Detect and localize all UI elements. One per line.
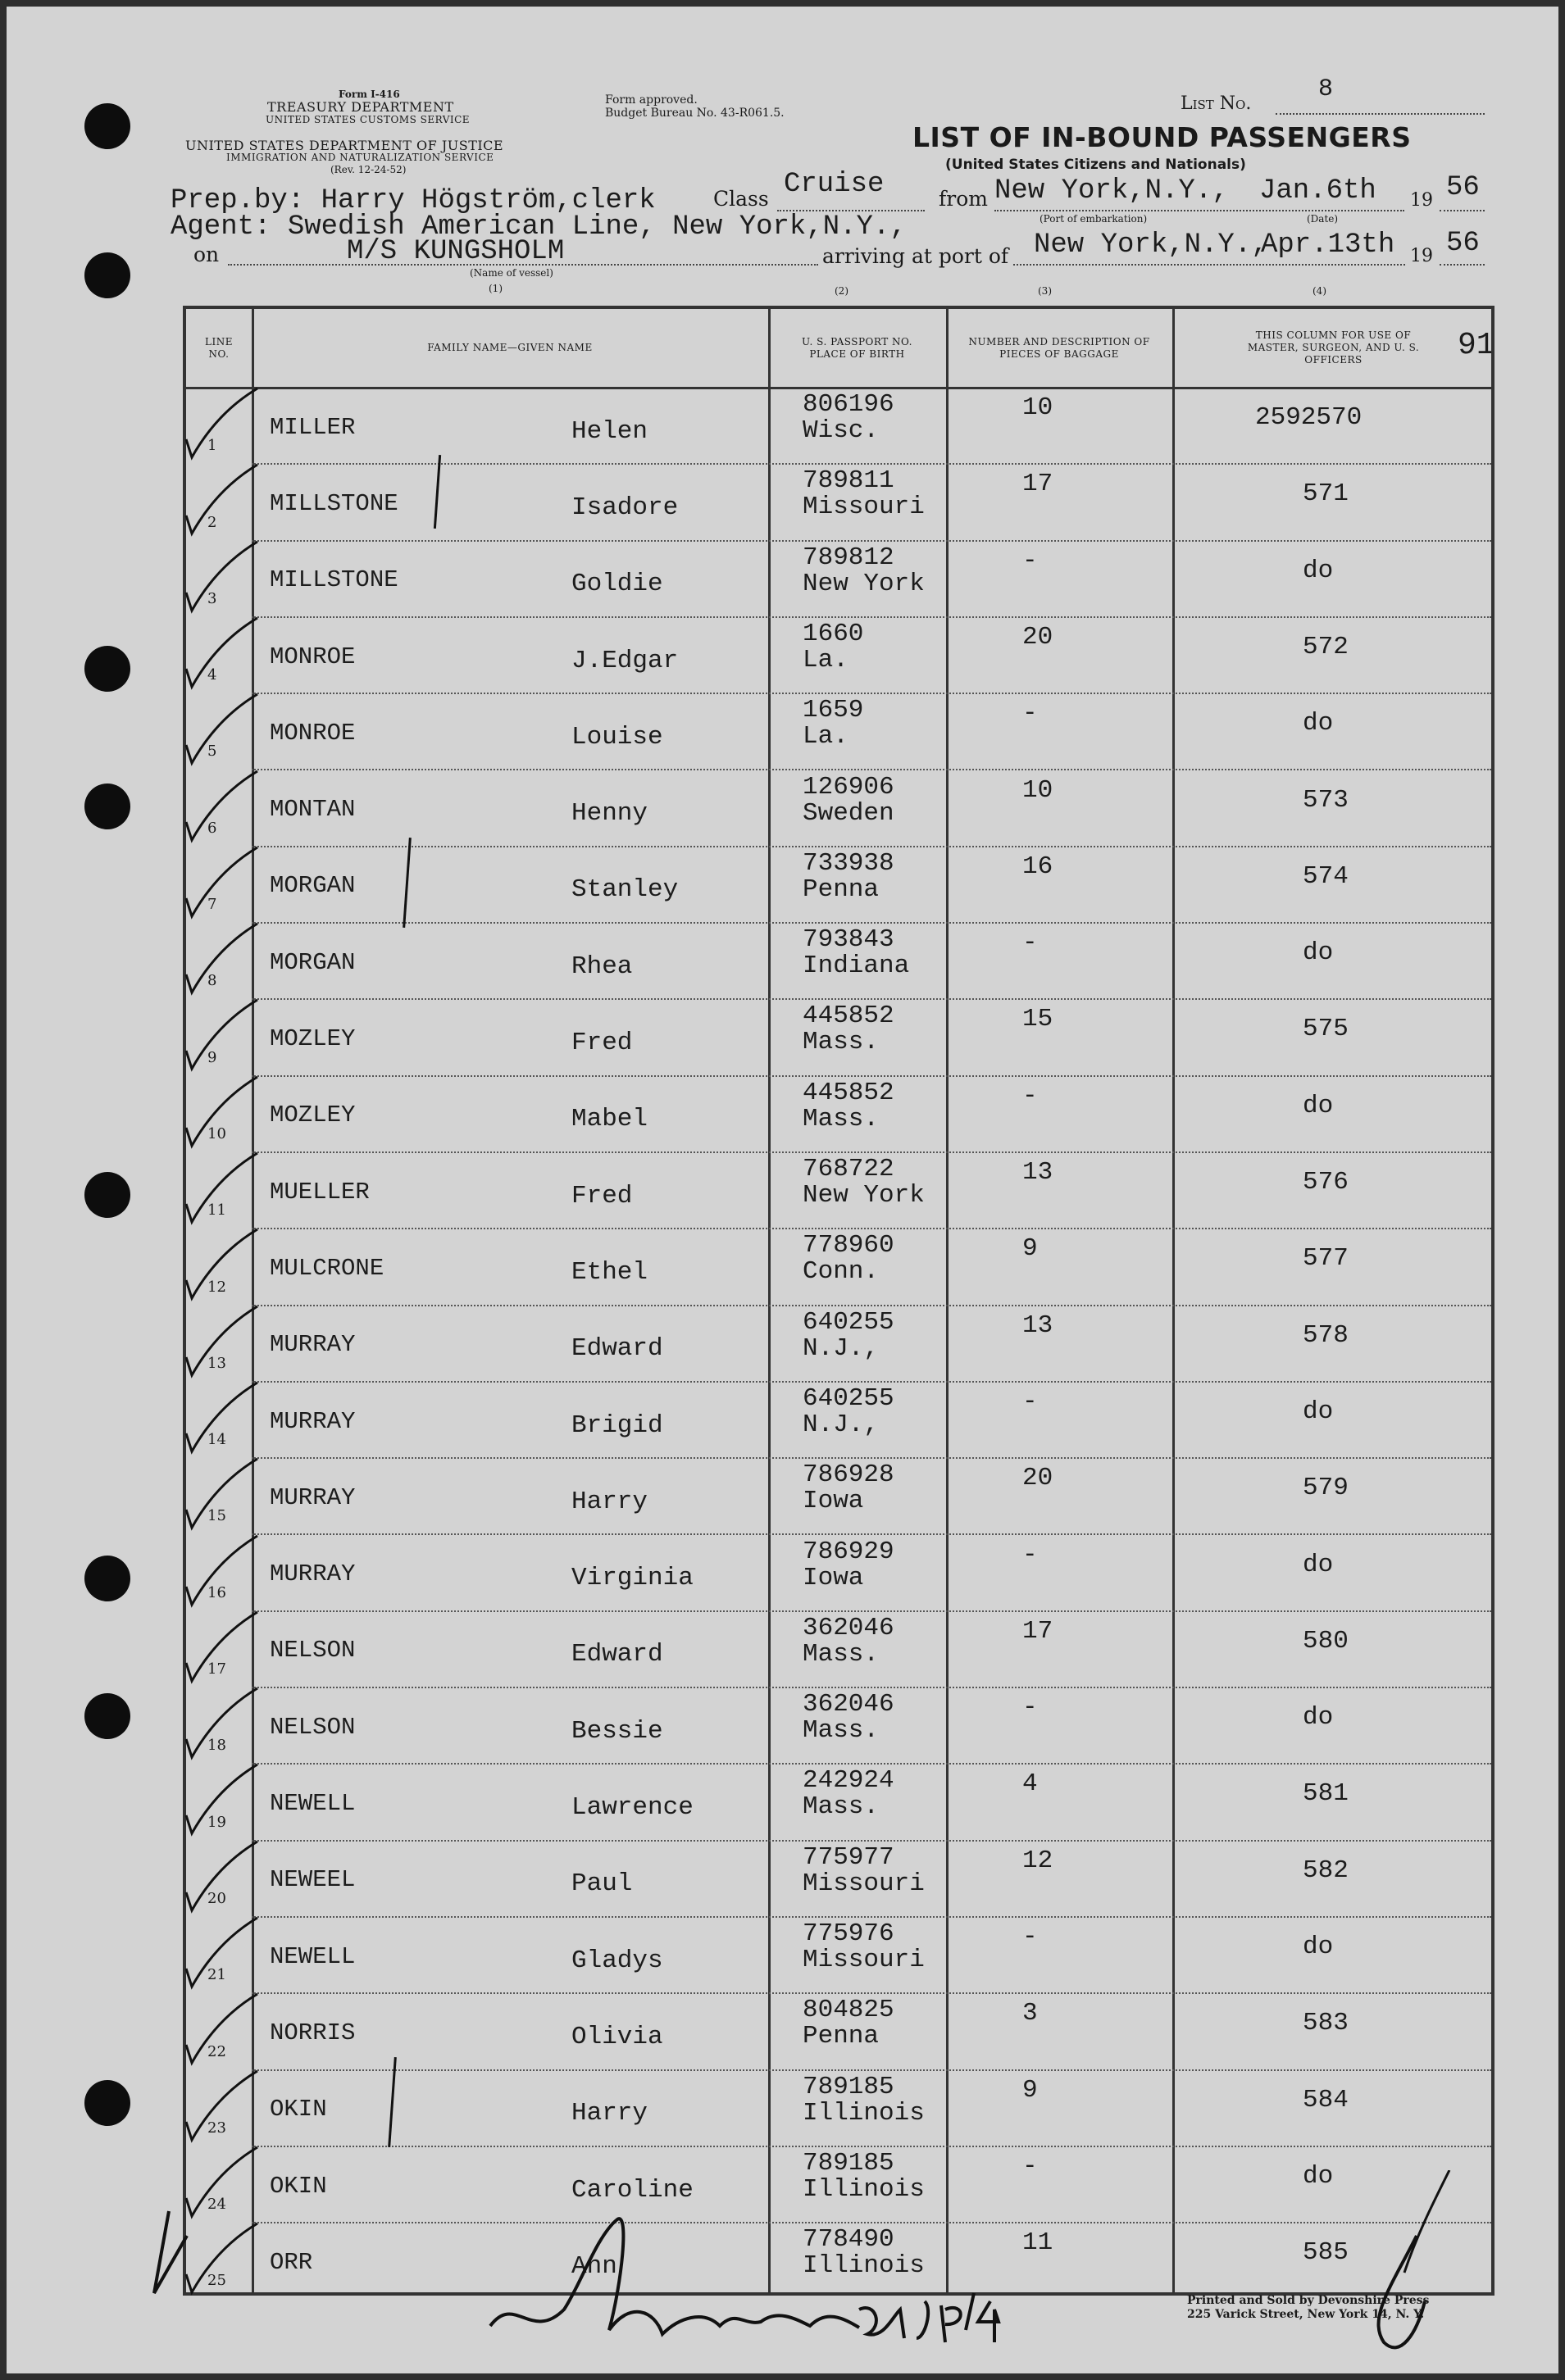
officer-entry: do bbox=[1303, 938, 1334, 968]
given-name: Ann bbox=[571, 2251, 617, 2281]
binder-hole bbox=[84, 1172, 130, 1218]
table-row bbox=[186, 1687, 1491, 1763]
baggage-count: 15 bbox=[1022, 1005, 1053, 1034]
officer-entry: do bbox=[1303, 1091, 1334, 1120]
family-name: NELSON bbox=[270, 1713, 356, 1741]
place-of-birth: Missouri bbox=[803, 1869, 925, 1898]
embarkation-port: New York,N.Y., bbox=[994, 175, 1229, 207]
baggage-count: - bbox=[1022, 1540, 1038, 1569]
table-row bbox=[186, 540, 1491, 616]
check-mark bbox=[182, 688, 264, 770]
line-number: 12 bbox=[207, 1278, 226, 1296]
passport-number: 445852 bbox=[803, 1002, 894, 1031]
column-number-1: (1) bbox=[489, 283, 503, 294]
place-of-birth: Penna bbox=[803, 874, 880, 904]
check-mark bbox=[182, 917, 264, 999]
table-row bbox=[186, 1840, 1491, 1916]
check-mark bbox=[182, 382, 264, 464]
family-name: NORRIS bbox=[270, 2019, 356, 2046]
given-name: Lawrence bbox=[571, 1793, 694, 1823]
place-of-birth: La. bbox=[803, 722, 848, 752]
column-number-2: (2) bbox=[835, 285, 848, 297]
given-name: Paul bbox=[571, 1869, 633, 1899]
list-number-value: 8 bbox=[1318, 75, 1334, 103]
check-mark bbox=[182, 765, 264, 847]
passport-number: 126906 bbox=[803, 772, 894, 802]
passport-number: 793843 bbox=[803, 925, 894, 955]
line-number: 19 bbox=[207, 1813, 226, 1831]
place-of-birth: Penna bbox=[803, 2022, 880, 2051]
place-of-birth: Illinois bbox=[803, 2174, 925, 2204]
table-row bbox=[186, 693, 1491, 769]
header-baggage: NUMBER AND DESCRIPTION OF PIECES OF BAGGAGE bbox=[968, 335, 1150, 360]
place-of-birth: N.J., bbox=[803, 1333, 880, 1363]
page-subtitle: (United States Citizens and Nationals) bbox=[945, 157, 1246, 173]
table-row bbox=[186, 1151, 1491, 1228]
officer-entry: 571 bbox=[1303, 479, 1349, 509]
family-name: NELSON bbox=[270, 1637, 356, 1665]
form-id: Form I-416 bbox=[339, 89, 400, 100]
page-title: LIST OF IN-BOUND PASSENGERS bbox=[912, 121, 1412, 153]
line-number: 24 bbox=[207, 2196, 226, 2214]
family-name: MONTAN bbox=[270, 796, 356, 824]
place-of-birth: Mass. bbox=[803, 1792, 880, 1822]
place-of-birth: New York bbox=[803, 1181, 925, 1210]
given-name: Virginia bbox=[571, 1564, 694, 1593]
from-label: from bbox=[939, 187, 988, 211]
given-name: Gladys bbox=[571, 1946, 663, 1975]
family-name: NEWELL bbox=[270, 1942, 356, 1970]
place-of-birth: Illinois bbox=[803, 2098, 925, 2128]
officer-entry: 577 bbox=[1303, 1244, 1349, 1274]
given-name: Harry bbox=[571, 1487, 648, 1516]
baggage-count: 12 bbox=[1022, 1846, 1053, 1875]
given-name: Henny bbox=[571, 799, 648, 829]
list-number-underline bbox=[1276, 113, 1485, 115]
line-number: 5 bbox=[207, 743, 217, 761]
given-name: Caroline bbox=[571, 2175, 694, 2205]
family-name: MONROE bbox=[270, 643, 356, 670]
officer-entry: 585 bbox=[1303, 2238, 1349, 2268]
check-mark bbox=[182, 611, 264, 693]
binder-hole bbox=[84, 252, 130, 298]
officer-entry: 579 bbox=[1303, 1474, 1349, 1503]
passport-number: 806196 bbox=[803, 390, 894, 419]
line-number: 14 bbox=[207, 1431, 226, 1449]
place-of-birth: Illinois bbox=[803, 2251, 925, 2281]
officer-entry: do bbox=[1303, 1397, 1334, 1426]
baggage-count: 4 bbox=[1022, 1769, 1038, 1799]
table-row bbox=[186, 1305, 1491, 1381]
list-number-label: List No. bbox=[1181, 93, 1252, 114]
passport-number: 1660 bbox=[803, 619, 864, 648]
header-passport: U. S. PASSPORT NO. PLACE OF BIRTH bbox=[802, 335, 912, 360]
table-row bbox=[186, 1916, 1491, 1992]
place-of-birth: Mass. bbox=[803, 1716, 880, 1746]
from-underline bbox=[994, 210, 1404, 211]
family-name: MORGAN bbox=[270, 872, 356, 900]
given-name: Ethel bbox=[571, 1257, 648, 1287]
passport-number: 775976 bbox=[803, 1919, 894, 1948]
place-of-birth: N.J., bbox=[803, 1410, 880, 1439]
class-label: Class bbox=[713, 187, 769, 211]
line-number: 23 bbox=[207, 2119, 226, 2137]
line-number: 20 bbox=[207, 1889, 226, 1907]
line-number: 18 bbox=[207, 1737, 226, 1755]
line-number: 25 bbox=[207, 2272, 226, 2290]
check-mark bbox=[182, 535, 264, 617]
table-row bbox=[186, 998, 1491, 1074]
year-prefix-1: 19 bbox=[1410, 190, 1433, 211]
baggage-count: 13 bbox=[1022, 1158, 1053, 1187]
table-row bbox=[186, 770, 1491, 846]
family-name: MILLSTONE bbox=[270, 566, 398, 594]
table-row bbox=[186, 1381, 1491, 1457]
place-of-birth: Indiana bbox=[803, 952, 910, 981]
vessel-caption: (Name of vessel) bbox=[470, 267, 553, 279]
place-of-birth: New York bbox=[803, 569, 925, 598]
place-of-birth: Wisc. bbox=[803, 416, 880, 445]
table-row bbox=[186, 2069, 1491, 2146]
baggage-count: 3 bbox=[1022, 1999, 1038, 2028]
place-of-birth: Sweden bbox=[803, 798, 894, 828]
baggage-count: 13 bbox=[1022, 1310, 1053, 1340]
manifest-page bbox=[7, 7, 1558, 2373]
page-number: 91 bbox=[1458, 328, 1495, 363]
passport-number: 789185 bbox=[803, 2148, 894, 2178]
officer-entry: 582 bbox=[1303, 1855, 1349, 1885]
line-number: 9 bbox=[207, 1048, 217, 1066]
officer-entry: 576 bbox=[1303, 1168, 1349, 1197]
arrival-underline bbox=[1013, 264, 1405, 266]
given-name: Rhea bbox=[571, 952, 633, 981]
baggage-count: - bbox=[1022, 546, 1038, 575]
passport-number: 362046 bbox=[803, 1613, 894, 1642]
baggage-count: 20 bbox=[1022, 1464, 1053, 1493]
signature-text: vollerans 3 P14 bbox=[482, 2373, 489, 2374]
table-row bbox=[186, 1075, 1491, 1151]
arrival-port: New York,N.Y., bbox=[1034, 229, 1268, 261]
table-row bbox=[186, 1610, 1491, 1687]
budget-bureau: Budget Bureau No. 43-R061.5. bbox=[605, 107, 785, 120]
baggage-count: 9 bbox=[1022, 2075, 1038, 2105]
printer-line-1: Printed and Sold by Devonshire Press bbox=[1187, 2294, 1430, 2307]
family-name: MURRAY bbox=[270, 1331, 356, 1359]
officer-entry: 2592570 bbox=[1255, 403, 1363, 432]
embarkation-year: 56 bbox=[1446, 172, 1480, 203]
place-of-birth: Mass. bbox=[803, 1104, 880, 1133]
line-number: 1 bbox=[207, 437, 217, 455]
passport-number: 1659 bbox=[803, 696, 864, 725]
line-number: 16 bbox=[207, 1583, 226, 1601]
family-name: MILLSTONE bbox=[270, 489, 398, 517]
arrival-year: 56 bbox=[1446, 228, 1480, 259]
arrival-date: Apr.13th bbox=[1261, 229, 1395, 261]
printer-line-2: 225 Varick Street, New York 14, N. Y. bbox=[1187, 2308, 1425, 2321]
passport-number: 804825 bbox=[803, 1996, 894, 2025]
passport-number: 786928 bbox=[803, 1460, 894, 1490]
passport-number: 640255 bbox=[803, 1307, 894, 1337]
binder-hole bbox=[84, 1556, 130, 1601]
passport-number: 768722 bbox=[803, 1155, 894, 1183]
family-name: MURRAY bbox=[270, 1560, 356, 1588]
year-prefix-2: 19 bbox=[1410, 246, 1433, 266]
binder-hole bbox=[84, 646, 130, 692]
check-mark bbox=[182, 841, 264, 923]
given-name: Stanley bbox=[571, 875, 679, 905]
column-number-4: (4) bbox=[1313, 285, 1326, 297]
table-row bbox=[186, 1763, 1491, 1839]
baggage-count: 9 bbox=[1022, 1234, 1038, 1264]
given-name: Olivia bbox=[571, 2022, 663, 2051]
baggage-count: 11 bbox=[1022, 2228, 1053, 2258]
officer-entry: do bbox=[1303, 1550, 1334, 1579]
place-of-birth: Mass. bbox=[803, 1639, 880, 1669]
year-underline-2 bbox=[1440, 264, 1485, 266]
table-row bbox=[186, 1457, 1491, 1533]
given-name: Edward bbox=[571, 1640, 663, 1669]
passport-number: 775977 bbox=[803, 1842, 894, 1872]
passport-number: 445852 bbox=[803, 1078, 894, 1107]
family-name: OKIN bbox=[270, 2096, 327, 2123]
check-mark bbox=[182, 993, 264, 1075]
passport-number: 786929 bbox=[803, 1537, 894, 1566]
passport-number: 242924 bbox=[803, 1766, 894, 1796]
header-line-no: LINE NO. bbox=[205, 335, 233, 360]
given-name: Isadore bbox=[571, 493, 679, 522]
place-of-birth: Iowa bbox=[803, 1563, 864, 1592]
officer-entry: do bbox=[1303, 2161, 1334, 2191]
officer-entry: 581 bbox=[1303, 1779, 1349, 1809]
baggage-count: - bbox=[1022, 929, 1038, 958]
year-underline-1 bbox=[1440, 210, 1485, 211]
embarkation-date: Jan.6th bbox=[1259, 175, 1376, 207]
officer-entry: 580 bbox=[1303, 1626, 1349, 1656]
column-number-3: (3) bbox=[1038, 285, 1052, 297]
vessel-name: M/S KUNGSHOLM bbox=[347, 236, 565, 267]
date-caption: (Date) bbox=[1307, 213, 1339, 225]
passport-number: 789185 bbox=[803, 2072, 894, 2101]
line-number: 15 bbox=[207, 1507, 226, 1525]
agent-line: Agent: Swedish American Line, New York,N.Y., bbox=[171, 211, 907, 243]
baggage-count: - bbox=[1022, 1693, 1038, 1723]
place-of-birth: La. bbox=[803, 645, 848, 674]
officer-entry: 584 bbox=[1303, 2085, 1349, 2114]
given-name: Harry bbox=[571, 2099, 648, 2128]
baggage-count: - bbox=[1022, 699, 1038, 729]
officer-entry: 583 bbox=[1303, 2009, 1349, 2038]
port-caption: (Port of embarkation) bbox=[1040, 213, 1148, 225]
signature-scribble bbox=[138, 2187, 1449, 2375]
line-number: 22 bbox=[207, 2042, 226, 2060]
passport-number: 789811 bbox=[803, 466, 894, 496]
binder-hole bbox=[84, 103, 130, 149]
line-number: 8 bbox=[207, 972, 217, 990]
given-name: Helen bbox=[571, 416, 648, 446]
passport-number: 778490 bbox=[803, 2225, 894, 2255]
officer-entry: do bbox=[1303, 1703, 1334, 1733]
given-name: Brigid bbox=[571, 1410, 663, 1440]
family-name: MORGAN bbox=[270, 948, 356, 976]
family-name: MULCRONE bbox=[270, 1254, 384, 1282]
place-of-birth: Iowa bbox=[803, 1487, 864, 1516]
officer-entry: 578 bbox=[1303, 1320, 1349, 1350]
officer-entry: do bbox=[1303, 556, 1334, 585]
table-row bbox=[186, 387, 1491, 463]
family-name: NEWELL bbox=[270, 1790, 356, 1818]
line-number: 10 bbox=[207, 1124, 226, 1142]
binder-hole bbox=[84, 1693, 130, 1739]
passport-number: 640255 bbox=[803, 1383, 894, 1413]
table-row bbox=[186, 463, 1491, 539]
family-name: MOZLEY bbox=[270, 1101, 356, 1129]
given-name: Bessie bbox=[571, 1716, 663, 1746]
header-name: FAMILY NAME—GIVEN NAME bbox=[427, 342, 593, 353]
justice-dept: UNITED STATES DEPARTMENT OF JUSTICE bbox=[185, 138, 504, 153]
line-number: 6 bbox=[207, 819, 217, 837]
given-name: Edward bbox=[571, 1334, 663, 1364]
family-name: MOZLEY bbox=[270, 1025, 356, 1053]
family-name: MILLER bbox=[270, 413, 356, 441]
family-name: MURRAY bbox=[270, 1407, 356, 1435]
passport-number: 733938 bbox=[803, 848, 894, 878]
line-number: 11 bbox=[207, 1201, 226, 1220]
officer-entry: do bbox=[1303, 1933, 1334, 1961]
place-of-birth: Missouri bbox=[803, 1946, 925, 1974]
place-of-birth: Missouri bbox=[803, 493, 925, 522]
arriving-label: arriving at port of bbox=[822, 244, 1009, 268]
officer-entry: 574 bbox=[1303, 861, 1349, 891]
family-name: OKIN bbox=[270, 2172, 327, 2200]
baggage-count: 17 bbox=[1022, 1616, 1053, 1646]
officer-entry: 572 bbox=[1303, 632, 1349, 661]
table-row bbox=[186, 1534, 1491, 1610]
baggage-count: 10 bbox=[1022, 775, 1053, 805]
baggage-count: - bbox=[1022, 1081, 1038, 1111]
family-name: MONROE bbox=[270, 719, 356, 747]
passport-number: 362046 bbox=[803, 1690, 894, 1719]
family-name: MURRAY bbox=[270, 1483, 356, 1511]
header-officers: THIS COLUMN FOR USE OF MASTER, SURGEON, AND U. S. OFFICERS bbox=[1247, 329, 1420, 366]
revision-date: (Rev. 12-24-52) bbox=[330, 164, 407, 175]
on-label: on bbox=[193, 243, 220, 266]
ins-service: IMMIGRATION AND NATURALIZATION SERVICE bbox=[226, 152, 494, 163]
family-name: NEWEEL bbox=[270, 1866, 356, 1894]
class-value: Cruise bbox=[784, 169, 885, 200]
table-row bbox=[186, 1992, 1491, 2069]
margin-mark bbox=[1400, 2170, 1466, 2277]
baggage-count: 17 bbox=[1022, 470, 1053, 499]
line-number: 4 bbox=[207, 666, 217, 684]
treasury-dept: TREASURY DEPARTMENT bbox=[267, 99, 454, 115]
given-name: Goldie bbox=[571, 570, 663, 599]
line-number: 13 bbox=[207, 1354, 226, 1372]
given-name: Mabel bbox=[571, 1105, 648, 1134]
baggage-count: - bbox=[1022, 2151, 1038, 2181]
passenger-table bbox=[183, 306, 1494, 2296]
baggage-count: - bbox=[1022, 1923, 1038, 1951]
family-name: MUELLER bbox=[270, 1178, 370, 1206]
customs-service: UNITED STATES CUSTOMS SERVICE bbox=[266, 114, 471, 125]
place-of-birth: Mass. bbox=[803, 1028, 880, 1057]
binder-hole bbox=[84, 783, 130, 829]
line-number: 17 bbox=[207, 1660, 226, 1678]
line-number: 7 bbox=[207, 896, 217, 914]
baggage-count: - bbox=[1022, 1387, 1038, 1416]
line-number: 3 bbox=[207, 589, 217, 607]
line-number: 2 bbox=[207, 513, 217, 531]
table-row bbox=[186, 846, 1491, 922]
officer-entry: 575 bbox=[1303, 1015, 1349, 1044]
family-name: ORR bbox=[270, 2248, 313, 2276]
table-row bbox=[186, 922, 1491, 998]
binder-hole bbox=[84, 2080, 130, 2126]
line-number: 21 bbox=[207, 1966, 226, 1984]
table-row bbox=[186, 616, 1491, 693]
given-name: Fred bbox=[571, 1181, 633, 1210]
given-name: J.Edgar bbox=[571, 646, 679, 675]
baggage-count: 20 bbox=[1022, 622, 1053, 652]
baggage-count: 10 bbox=[1022, 393, 1053, 422]
prepared-by: Prep.by: Harry Högström,clerk bbox=[171, 185, 656, 216]
officer-entry: do bbox=[1303, 709, 1334, 738]
table-row bbox=[186, 1228, 1491, 1304]
given-name: Louise bbox=[571, 722, 663, 752]
check-mark bbox=[182, 458, 264, 540]
officer-entry: 573 bbox=[1303, 785, 1349, 815]
form-approved: Form approved. bbox=[605, 93, 698, 107]
baggage-count: 16 bbox=[1022, 852, 1053, 881]
place-of-birth: Conn. bbox=[803, 1257, 880, 1287]
given-name: Fred bbox=[571, 1029, 633, 1058]
passport-number: 789812 bbox=[803, 543, 894, 572]
passport-number: 778960 bbox=[803, 1231, 894, 1260]
